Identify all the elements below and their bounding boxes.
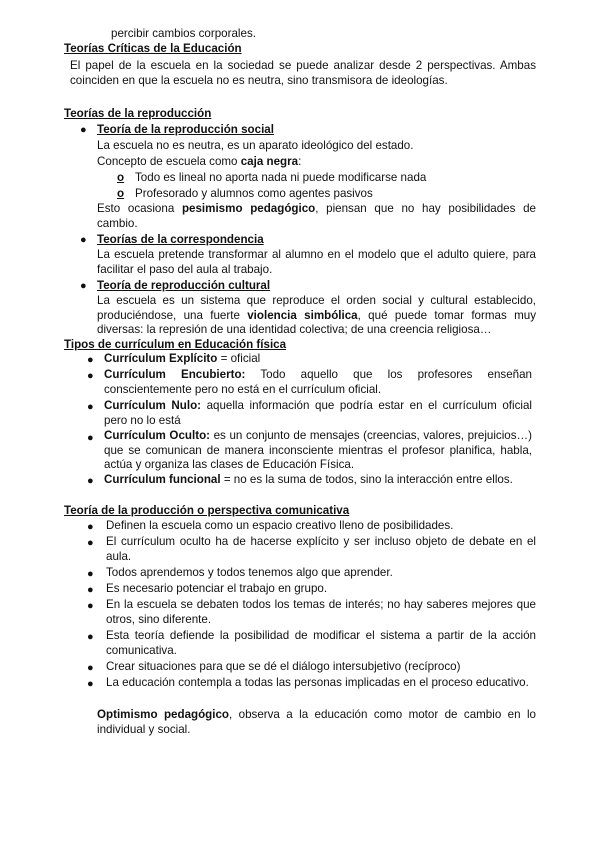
pesimismo-suffix: , piensan que no hay posibilidades de cambio. xyxy=(97,202,536,230)
bullet-icon: ● xyxy=(80,124,87,136)
curriculum-encubierto-text: Todo aquello que los profesores enseñan conscientemente pero no está en el currículum oficial. xyxy=(104,368,532,396)
heading-perspectiva-comunicativa: Teoría de la producción o perspectiva comunicativa xyxy=(64,504,350,517)
top-fragment: percibir cambios corporales. xyxy=(111,27,256,40)
comunicativa-item: La educación contempla a todas las personas implicadas en el proceso educativo. xyxy=(106,676,529,689)
heading-reproduccion: Teorías de la reproducción xyxy=(64,107,212,120)
bullet-icon: ● xyxy=(87,354,94,366)
curriculum-nulo xyxy=(104,399,532,428)
bullet-icon: ● xyxy=(87,475,94,487)
bullet-icon: ● xyxy=(80,234,87,246)
bullet-icon: ● xyxy=(87,678,94,690)
subheading-reproduccion-cultural: Teoría de reproducción cultural xyxy=(97,279,271,292)
comunicativa-item: El currículum oculto ha de hacerse explícito y ser incluso objeto de debate en el aula. xyxy=(106,535,536,563)
curriculum-nulo-term: Currículum Nulo: xyxy=(104,399,202,412)
text-caja-negra xyxy=(97,155,301,169)
bullet-icon: ● xyxy=(87,401,94,413)
closing-optimismo xyxy=(97,708,536,737)
bullet-icon: ● xyxy=(80,280,87,292)
curriculum-explicito-text: = oficial xyxy=(217,352,261,365)
bullet-icon: ● xyxy=(87,631,94,643)
sub-item-lineal: Todo es lineal no aporta nada ni puede modificarse nada xyxy=(135,171,427,184)
text-correspondencia: La escuela pretende transformar al alumno en el modelo que el adulto quiere, para facilitar el paso del aula al trabajo. xyxy=(97,248,536,276)
comunicativa-item: Es necesario potenciar el trabajo en grupo. xyxy=(106,582,328,595)
comunicativa-item: Esta teoría defiende la posibilidad de modificar el sistema a partir de la acción comunicativa. xyxy=(106,629,536,657)
cultural-suffix: , qué puede tomar formas muy diversas: la represión de una identidad colectiva; de una creencia religiosa… xyxy=(97,308,536,336)
cultural-prefix: La escuela es un sistema que reproduce el orden social y cultural establecido, produciéndose, una fuerte xyxy=(97,294,536,322)
curriculum-encubierto-term: Currículum Encubierto: xyxy=(104,368,246,381)
subheading-correspondencia: Teorías de la correspondencia xyxy=(97,233,264,246)
curriculum-nulo-text: aquella información que podría estar en el currículum oficial pero no lo está xyxy=(104,399,532,427)
comunicativa-item: Definen la escuela como un espacio creativo lleno de posibilidades. xyxy=(106,519,454,532)
cultural-bold: violencia simbólica xyxy=(247,308,358,322)
heading-tipos-curriculum: Tipos de currículum en Educación física xyxy=(64,338,287,351)
pesimismo-bold: pesimismo pedagógico xyxy=(181,202,316,215)
text-pesimismo xyxy=(97,202,536,231)
caja-negra-prefix: Concepto de escuela como xyxy=(97,155,241,168)
heading-teorias-criticas: Teorías Críticas de la Educación xyxy=(64,42,242,55)
optimismo-bold: Optimismo pedagógico xyxy=(97,708,230,721)
bullet-icon: ● xyxy=(87,662,94,674)
curriculum-explicito-term: Currículum Explícito xyxy=(104,352,218,365)
text-aparato-ideologico: La escuela no es neutra, es un aparato ideológico del estado. xyxy=(97,139,414,152)
text-reproduccion-cultural xyxy=(97,294,536,338)
sub-bullet-icon: o xyxy=(117,171,125,184)
curriculum-encubierto xyxy=(104,368,532,397)
bullet-icon: ● xyxy=(87,600,94,612)
bullet-icon: ● xyxy=(87,568,94,580)
bullet-icon: ● xyxy=(87,370,94,382)
curriculum-funcional-term: Currículum funcional xyxy=(104,473,221,486)
comunicativa-item: En la escuela se debaten todos los temas de interés; no hay saberes mejores que otros, sino diferente. xyxy=(106,598,536,626)
caja-negra-bold: caja negra xyxy=(240,155,299,168)
curriculum-funcional xyxy=(104,473,532,488)
comunicativa-item: Crear situaciones para que se dé el diálogo intersubjetivo (recíproco) xyxy=(106,660,461,673)
bullet-icon: ● xyxy=(87,432,94,444)
curriculum-oculto xyxy=(104,429,532,473)
bullet-icon: ● xyxy=(87,584,94,596)
sub-bullet-icon: o xyxy=(117,187,125,200)
bullet-icon: ● xyxy=(87,521,94,533)
bullet-icon: ● xyxy=(87,537,94,549)
curriculum-funcional-text: = no es la suma de todos, sino la interacción entre ellos. xyxy=(220,473,513,486)
pesimismo-prefix: Esto ocasiona xyxy=(97,202,182,215)
comunicativa-item: Todos aprendemos y todos tenemos algo que aprender. xyxy=(106,566,393,579)
curriculum-explicito xyxy=(104,352,532,367)
caja-negra-suffix: : xyxy=(298,155,302,168)
curriculum-oculto-text: es un conjunto de mensajes (creencias, valores, prejuicios…) que se comunican de manera inconsciente mientras el profesor planifica, habla, actúa y organiza las clases de Educación Física. xyxy=(104,429,532,471)
sub-item-pasivos: Profesorado y alumnos como agentes pasivos xyxy=(135,187,373,200)
paragraph-teorias-criticas: El papel de la escuela en la sociedad se puede analizar desde 2 perspectivas. Ambas coinciden en que la escuela no es neutra, sino transmisora de ideologías. xyxy=(70,59,536,87)
subheading-reproduccion-social: Teoría de la reproducción social xyxy=(97,123,274,136)
optimismo-text: , observa a la educación como motor de cambio en lo individual y social. xyxy=(97,708,537,736)
curriculum-oculto-term: Currículum Oculto: xyxy=(104,429,211,442)
